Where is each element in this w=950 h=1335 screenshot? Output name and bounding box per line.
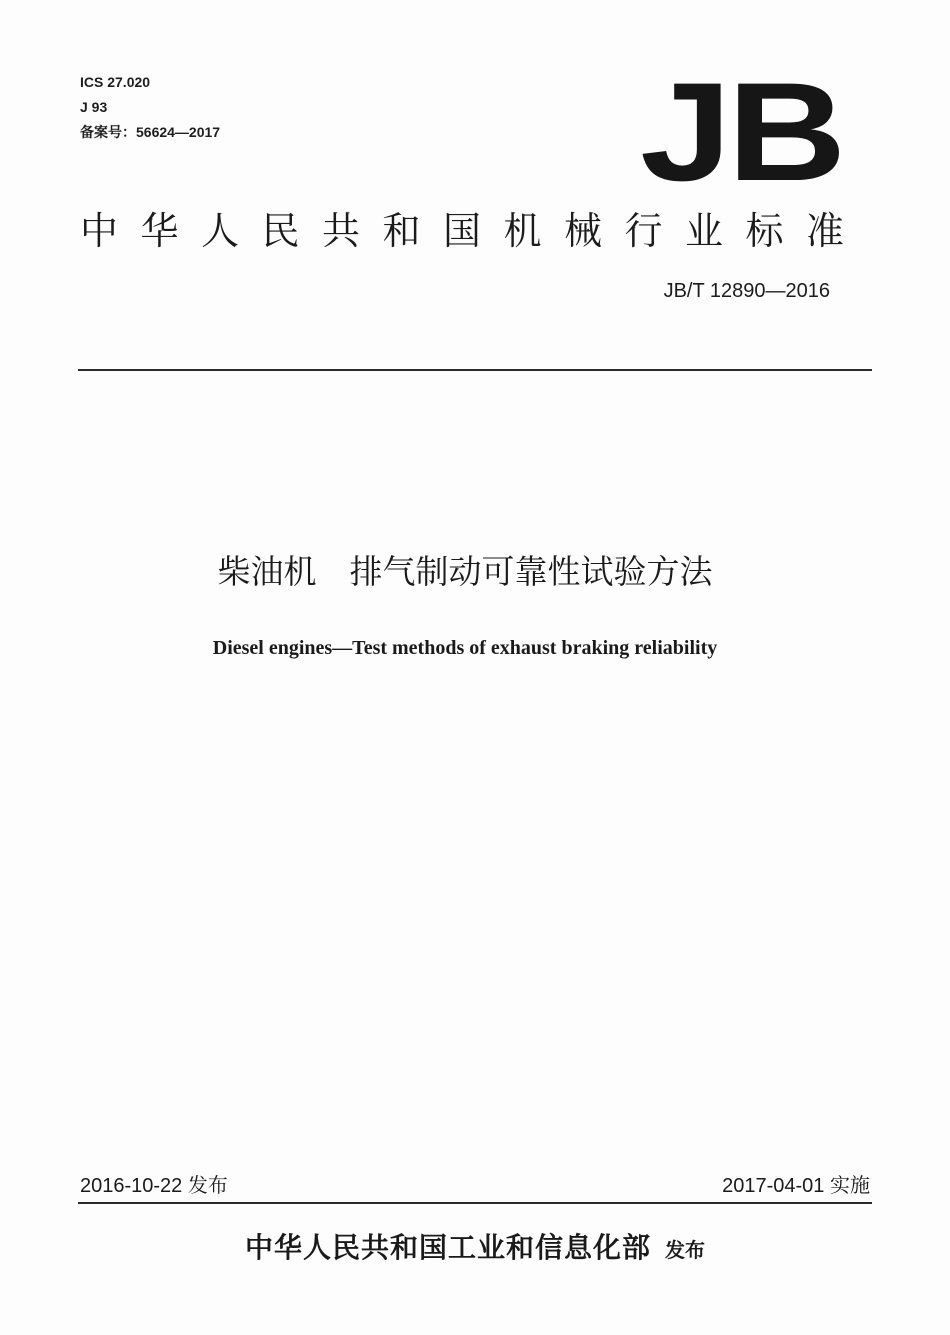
publisher-line — [0, 1228, 950, 1270]
bottom-divider — [78, 1202, 872, 1204]
document-title-zh: 柴油机 排气制动可靠性试验方法 — [217, 552, 713, 591]
ics-code: ICS 27.020 — [80, 74, 151, 90]
classification-code: J 93 — [80, 99, 108, 115]
publisher-suffix: 发布 — [665, 1238, 705, 1262]
classification-block — [80, 70, 220, 145]
top-divider — [78, 369, 872, 371]
document-title-en: Diesel engines—Test methods of exhaust braking reliability — [212, 637, 718, 659]
standard-number: JB/T 12890—2016 — [663, 280, 830, 302]
issue-date: 2016-10-22 发布 — [80, 1175, 228, 1197]
jb-logo: JB — [640, 53, 842, 210]
filing-number: 备案号：56624—2017 — [80, 124, 221, 140]
publisher-name: 中华人民共和国工业和信息化部 — [244, 1231, 651, 1264]
implementation-date: 2017-04-01 实施 — [722, 1175, 870, 1197]
issuer-title: 中华人民共和国机械行业标准 — [80, 209, 867, 253]
